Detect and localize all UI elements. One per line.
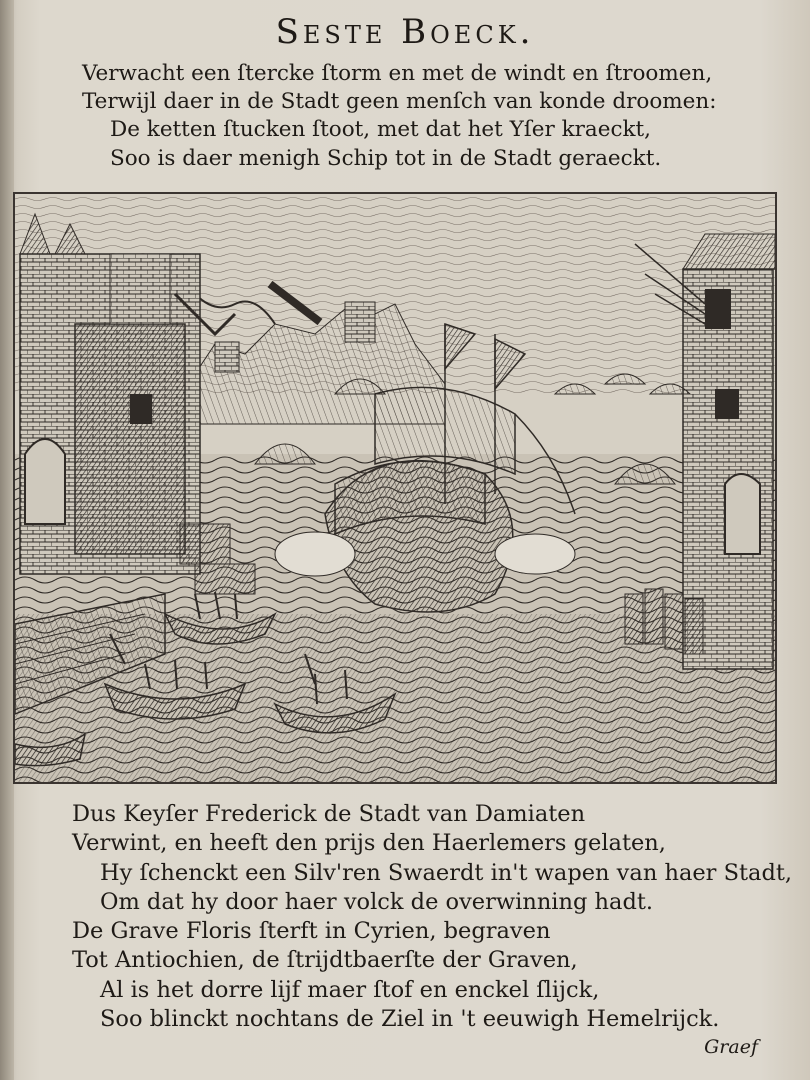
verse-line: Al is het dorre lijf maer ſtof en enckel ſlijck, [100,976,600,1003]
verse-line: Verwacht een ſtercke ſtorm en met de windt en ſtroomen, [82,61,713,86]
catchword: Graef [704,1036,758,1058]
verse-line: Soo is daer menigh Schip tot in de Stadt geraeckt. [110,145,662,171]
running-head: Seste Boeck. [275,12,535,52]
verse-top [82,60,717,173]
engraving-illustration [13,192,777,784]
verse-line: Soo blinckt nochtans de Ziel in 't eeuwigh Hemelrijck. [100,1006,720,1033]
verse-line: Dus Keyſer Frederick de Stadt van Damiaten [72,801,586,827]
verse-line: Hy ſchenckt een Silv'ren Swaerdt in't wapen van haer Stadt, [100,859,793,886]
verse-line: De ketten ſtucken ſtoot, met dat het Yſer kraeckt, [110,117,652,143]
verse-line: Tot Antiochien, de ſtrijdtbaerſte der Graven, [72,947,578,974]
verse-line: Verwint, en heeft den prijs den Haerlemers gelaten, [72,830,666,857]
book-gutter [0,0,14,1080]
verse-line: De Grave Floris ſterft in Cyrien, begraven [72,918,551,945]
verse-line: Om dat hy door haer volck de overwinning hadt. [100,888,654,915]
verse-line: Terwijl daer in de Stadt geen menſch van konde droomen: [82,89,717,115]
verse-bottom [72,800,792,1034]
